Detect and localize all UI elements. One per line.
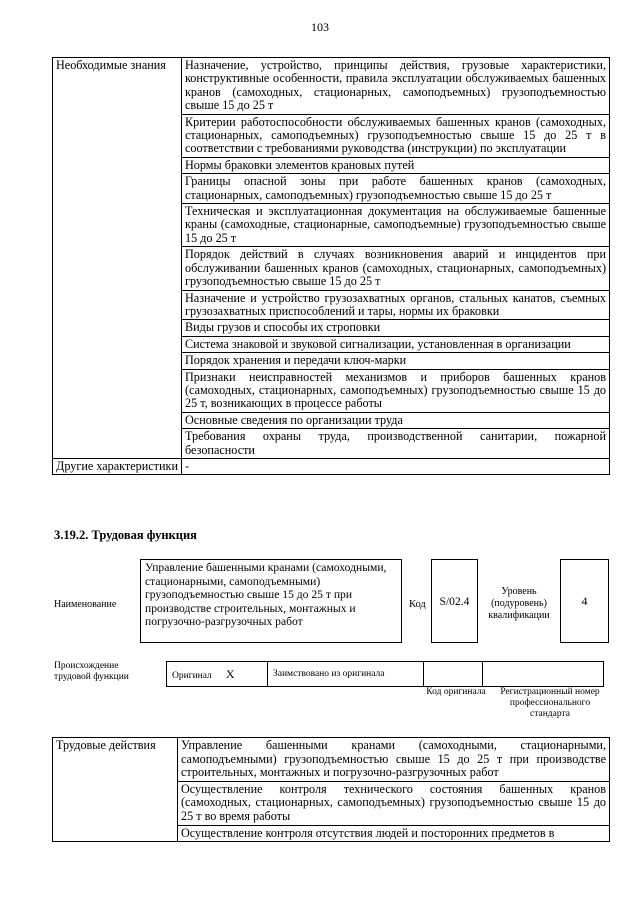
section-title: 3.19.2. Трудовая функция — [54, 528, 197, 542]
actions-table — [52, 737, 610, 842]
code-label: Код — [409, 599, 426, 610]
reg-number-label: Регистрационный номер профессионального стандарта — [500, 687, 600, 719]
borrowed-label: Заимствовано из оригинала — [268, 662, 424, 687]
page-number: 103 — [311, 20, 329, 34]
knowledge-item: Нормы браковки элементов крановых путей — [182, 157, 610, 173]
function-name: Управление башенными кранами (самоходными, стационарными, самоподъемными) грузоподъемностью свыше 15 до 25 т при производстве строительных, монтажных и погрузочно-разгрузочных работ — [140, 559, 402, 643]
other-characteristics-value: - — [182, 458, 610, 474]
knowledge-table — [52, 57, 610, 475]
knowledge-item: Границы опасной зоны при работе башенных кранов (самоходных, стационарных, самоподъемных) грузоподъемностью свыше 15 до 25 т — [182, 174, 610, 204]
original-cell — [167, 662, 268, 687]
qualification-level-label: Уровень (подуровень) квалификации — [488, 586, 550, 621]
origin-table — [166, 661, 604, 687]
function-code: S/02.4 — [431, 559, 478, 643]
knowledge-item: Требования охраны труда, производственной санитарии, пожарной безопасности — [182, 429, 610, 459]
code-original-label: Код оригинала — [426, 687, 486, 697]
reg-number-cell — [483, 662, 604, 687]
table-row — [53, 458, 610, 474]
actions-label: Трудовые действия — [53, 738, 178, 842]
table-row — [167, 662, 604, 687]
original-mark: X — [225, 666, 235, 681]
action-item: Управление башенными кранами (самоходными, стационарными, самоподъемными) грузоподъемностью свыше 15 до 25 т при производстве строительных, монтажных и погрузочно-разгрузочных работ — [178, 738, 610, 782]
knowledge-item: Виды грузов и способы их строповки — [182, 320, 610, 336]
table-row — [53, 58, 610, 115]
other-characteristics-label: Другие характеристики — [53, 458, 182, 474]
knowledge-item: Основные сведения по организации труда — [182, 412, 610, 428]
table-row — [53, 738, 610, 782]
origin-label: Происхождение трудовой функции — [54, 661, 129, 682]
qualification-level-value: 4 — [560, 559, 609, 643]
needed-knowledge-label: Необходимые знания — [53, 58, 182, 459]
original-label: Оригинал — [172, 670, 212, 681]
knowledge-item: Система знаковой и звуковой сигнализации, установленная в организации — [182, 336, 610, 352]
knowledge-item: Порядок хранения и передачи ключ-марки — [182, 353, 610, 369]
action-item: Осуществление контроля отсутствия людей и посторонних предметов в — [178, 825, 610, 842]
knowledge-item: Признаки неисправностей механизмов и приборов башенных кранов (самоходных, стационарных, самоподъемных) грузоподъемностью свыше 15 до 25 т, возникающих в процессе работы — [182, 369, 610, 412]
knowledge-item: Критерии работоспособности обслуживаемых башенных кранов (самоходных, стационарных, самоподъемных) грузоподъемностью свыше 15 до 25 т в соответствии с требованиями руководства (инструкции) по эксплуатации — [182, 114, 610, 157]
action-item: Осуществление контроля технического состояния башенных кранов (самоходных, стационарных, самоподъемных) грузоподъемностью свыше 15 до 25 т во время работы — [178, 781, 610, 825]
knowledge-item: Назначение и устройство грузозахватных органов, стальных канатов, съемных грузозахватных приспособлений и тары, нормы их браковки — [182, 290, 610, 320]
knowledge-item: Назначение, устройство, принципы действия, грузовые характеристики, конструктивные особенности, правила эксплуатации обслуживаемых башенных кранов (самоходных, стационарных, самоподъемных) грузоподъемностью свыше 15 до 25 т — [182, 58, 610, 115]
code-original-cell — [424, 662, 483, 687]
knowledge-item: Порядок действий в случаях возникновения аварий и инцидентов при обслуживании башенных кранов (самоходных, стационарных, самоподъемных) грузоподъемностью свыше 15 до 25 т — [182, 247, 610, 290]
knowledge-item: Техническая и эксплуатационная документация на обслуживаемые башенные краны (самоходные, стационарные, самоподъемные) грузоподъемностью свыше 15 до 25 т — [182, 204, 610, 247]
name-label: Наименование — [54, 599, 117, 610]
